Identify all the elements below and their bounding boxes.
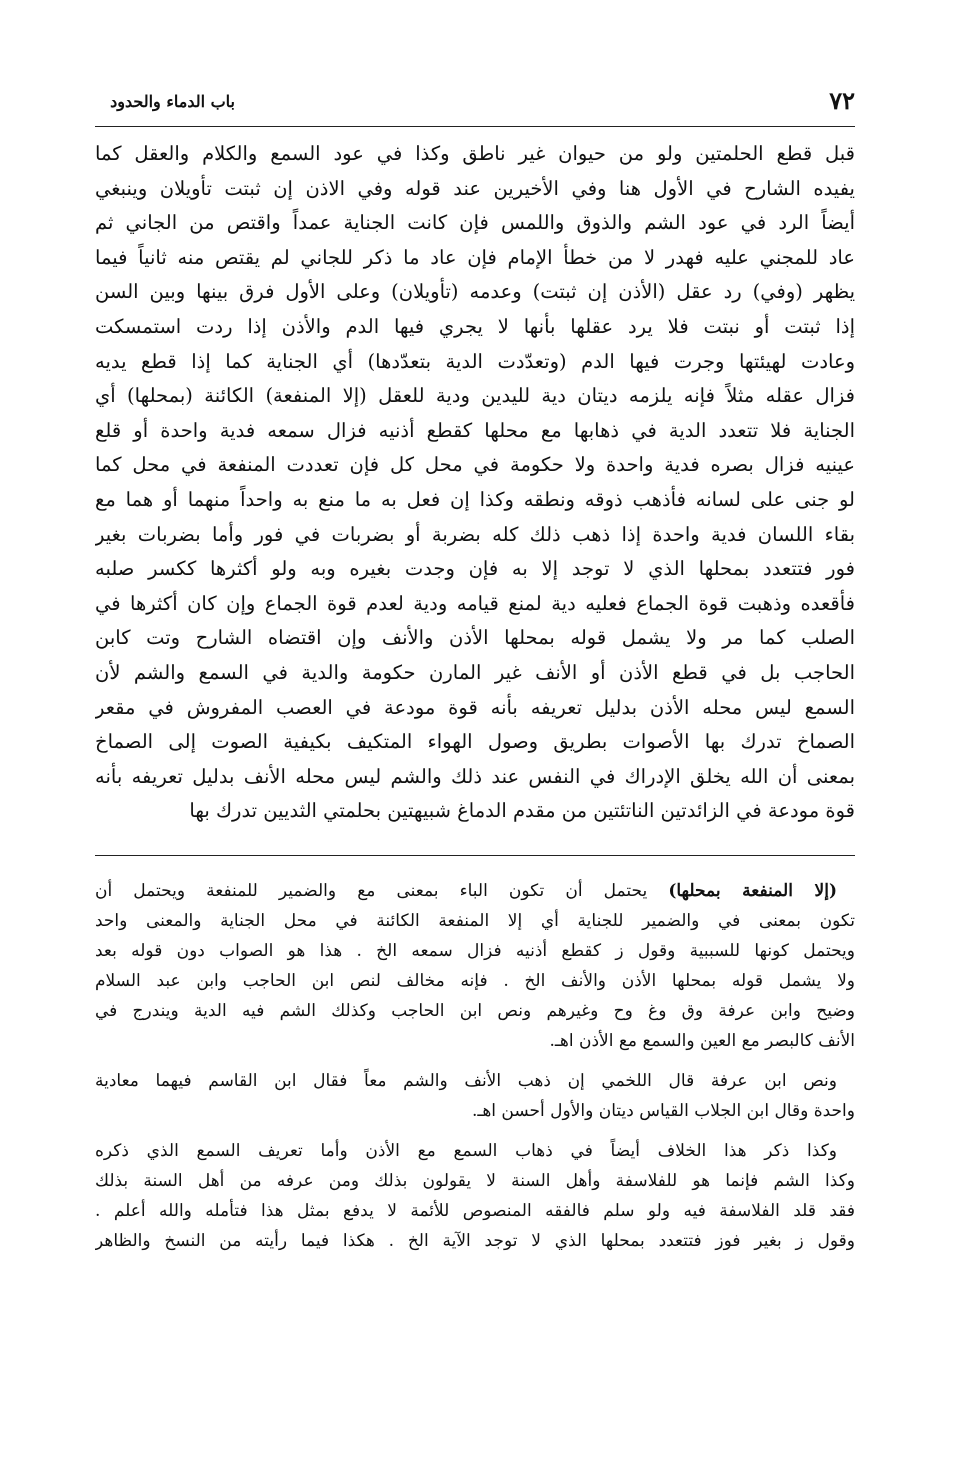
main-text-line: عينيه فزال بصره فدية واحدة ولا حكومة في محل كل فإن تعددت المنفعة في محل كما xyxy=(95,453,855,477)
footnote-line: واحدة وقال ابن الجلاب القياس ديتان والأول أحسن اهـ. xyxy=(471,1100,855,1121)
main-text-line: الحاجب بل في قطع الأذن أو الأنف غير المارن حكومة والدية في السمع والشم لأن xyxy=(95,660,855,684)
footnote-paragraph xyxy=(95,1136,855,1256)
footnote-line: (إلا المنفعة بمحلها) يحتمل أن تكون الباء بمعنى مع والضمير للمنفعة ويحتمل أن xyxy=(95,880,838,901)
main-text-line: فور فتتعدد بمحلها الذي لا توجد إلا به فإن وجدت بغيره وبه ولو أكثرها ككسر صلبه xyxy=(95,557,855,581)
main-text-line: السمع ليس محله الأذن بدليل تعريفه بأنه قوة مودعة في العصب المفروش في مقعر xyxy=(95,695,855,719)
footnote-paragraph xyxy=(95,1066,855,1126)
main-text-line: إذا ثبتت أو نبتت فلا يرد عقلها بأنها لا يجري فيها الدم والأذن إذا ردت استمسكت xyxy=(95,314,855,338)
footnote-line: وكذا ذكر هذا الخلاف أيضاً في ذهاب السمع مع الأذن وأما تعريف السمع الذي ذكره xyxy=(95,1140,837,1161)
book-page xyxy=(95,84,855,1266)
footnote-line: ويحتمل كونها للسببية وقول ز كقطع أذنيه فزال سمعه الخ . هذا هو الصواب دون قوله بعد xyxy=(95,940,855,961)
main-text-line: الصلب كما مر ولا يشمل قوله بمحلها الأذن والأنف وإن اقتضاه الشارح وتت كابن xyxy=(95,626,855,650)
footnote-paragraph xyxy=(95,876,855,1056)
footnote-line: وكذا الشم فإنما هو للفلاسفة وأهل السنة لا يقولون بذلك ومن عرفه من أهل السنة بذلك xyxy=(95,1170,855,1191)
main-text-line: الجناية فلا تتعدد الدية في ذهابها مع محلها كقطع أذنيه فزال سمعه فدية واحدة أو قلع xyxy=(95,418,855,442)
main-text-line: بمعنى أن الله يخلق الإدراك في النفس عند ذلك والشم ليس محله الأنف بدليل تعريفه بأنه xyxy=(95,764,855,788)
footnotes-section xyxy=(95,876,855,1256)
footnote-line: الأنف كالبصر مع العين والسمع مع الأذن اهـ. xyxy=(549,1030,855,1051)
main-text-body xyxy=(95,137,855,829)
main-text-line: يفيده الشارح في الأول هنا وفي الأخيرين عند قوله وفي الاذن إن ثبتت تأويلان وينبغي xyxy=(95,176,855,200)
main-text-line: قوة مودعة في الزائدتين الناتئتين من مقدم الدماغ شبيهتين بحلمتي الثديين تدرك بها xyxy=(189,799,855,823)
running-header xyxy=(95,84,855,127)
main-text-line: الصماخ تدرك بها الأصوات بطريق وصول الهواء المتكيف بكيفية الصوت إلى الصماخ xyxy=(95,730,855,754)
main-text-line: وعادت لهيئتها وجرت فيها الدم (وتعدّدت الدية بتعدّدها) أي الجناية كما إذا قطع يديه xyxy=(95,349,855,373)
page-number: ٧٢ xyxy=(829,86,855,115)
chapter-title: باب الدماء والحدود xyxy=(110,92,235,111)
main-text-line: فزال عقله مثلاً فإنه يلزمه ديتان دية لليدين ودية للعقل (إلا المنفعة) الكائنة (بمحلها) أي xyxy=(95,384,855,408)
main-text-line: لو جنى على لسانه فأذهب ذوقه ونطقه وكذا إن فعل به ما منع به واحداً منهما أو هما مع xyxy=(95,487,855,511)
footnote-lead: (إلا المنفعة بمحلها) xyxy=(668,880,838,901)
main-text-line: عاد للمجني عليه فهدر لا من خطأ الإمام فإن عاد ما ذكر للجاني لم يقتص منه ثانياً فيما xyxy=(95,245,855,269)
footnote-line: فقد قلد الفلاسفة فيه ولو سلم فالفقه المنصوص للأئمة لا يدفع بمثل هذا فتأمله والله أعلم . xyxy=(95,1200,855,1221)
footnote-line: تكون بمعنى في والضمير للجناية أي إلا المنفعة الكائنة في محل الجناية والمعنى واحد xyxy=(95,910,855,931)
main-text-line: يظهر (وفي) رد عقل (الأذن إن ثبتت) وعدمه (تأويلان) وعلى الأول فرق بينها وبين السن xyxy=(95,280,855,304)
footnote-line: وضيح وابن عرفة وق وغ وح وغيرهم ونص ابن الحاجب وكذلك الشم فيه الدية ويندرج في xyxy=(95,1000,855,1021)
footnote-line: ولا يشمل قوله بمحلها الأذن والأنف الخ . فإنه مخالف لنص ابن الحاجب وابن عبد السلام xyxy=(95,970,855,991)
main-text-line: بقاء اللسان فدية واحدة إذا ذهب ذلك كله بضربة أو بضربات في فور وأما بضربات بغير xyxy=(95,522,855,546)
footnote-line: وقول ز بغير فوز فتتعدد بمحلها الذي لا توجد الآية الخ . هكذا فيما رأيته من النسخ والظاهر xyxy=(95,1230,855,1251)
main-text-line: أيضاً الرد في عود الشم والذوق واللمس فإن كانت الجناية عمداً واقتص من الجاني ثم xyxy=(95,211,855,235)
main-text-line: فأقعده وذهبت قوة الجماع فعليه دية لمنع قيامه ودية لعدم قوة الجماع وإن كان أكثرها في xyxy=(95,591,855,615)
footnote-divider xyxy=(95,855,855,856)
main-text-line: قبل قطع الحلمتين ولو من حيوان غير ناطق وكذا في عود السمع والكلام والعقل كما xyxy=(95,142,855,165)
footnote-line: ونص ابن عرفة قال اللخمي إن ذهب الأنف والشم معاً فقال ابن القاسم فيهما معادية xyxy=(95,1070,837,1091)
